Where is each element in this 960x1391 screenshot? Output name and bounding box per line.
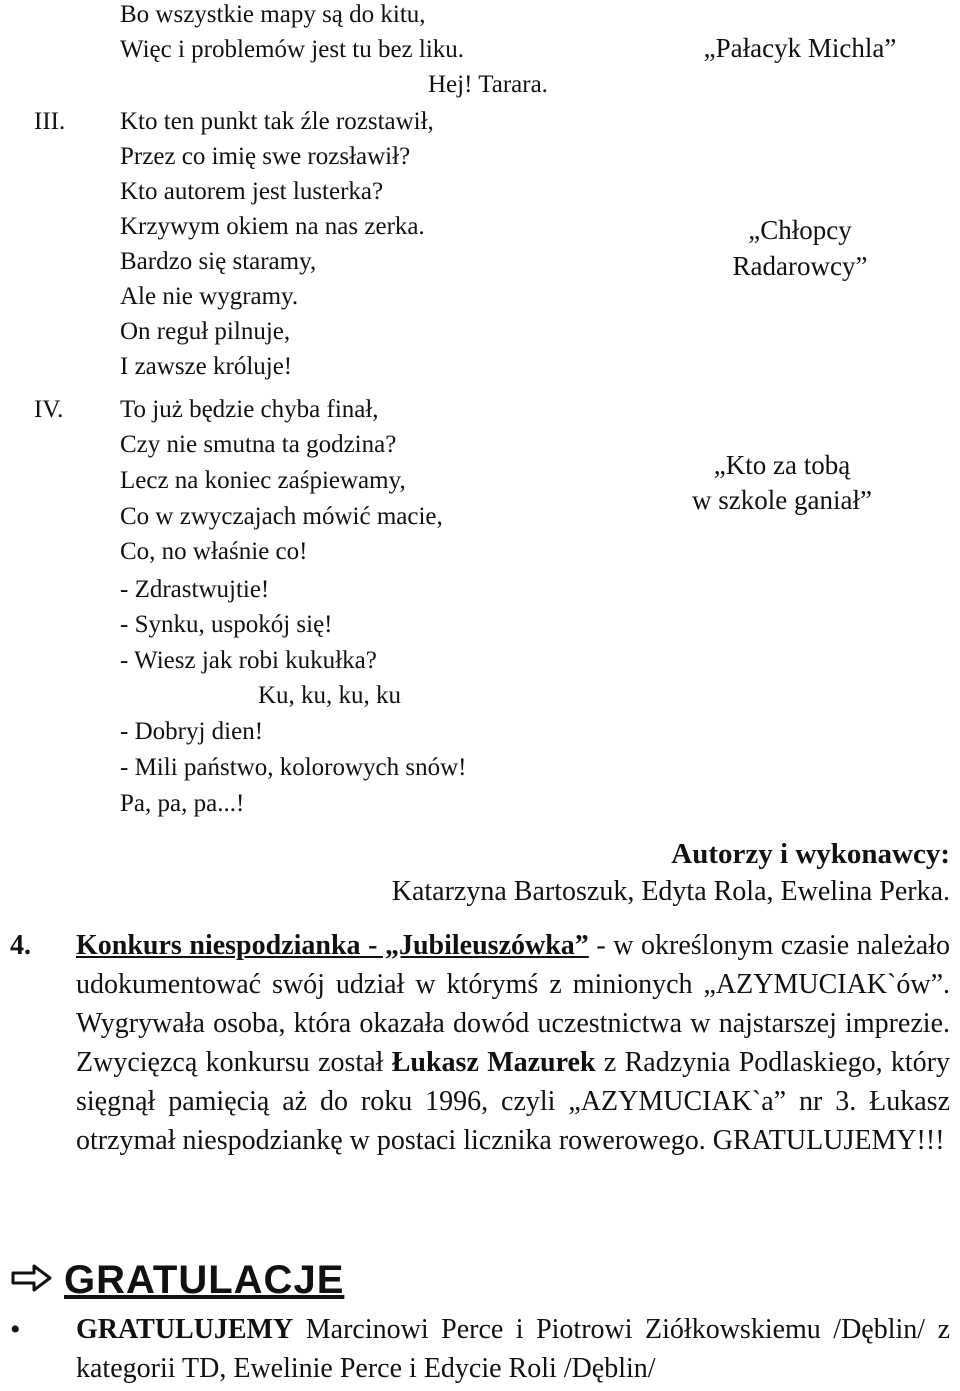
note-kto-line2: w szkole ganiał” [692, 485, 872, 515]
note-palacyk: „Pałacyk Michla” [703, 33, 897, 63]
gratulacje-item [10, 1310, 950, 1388]
gratulacje-heading [10, 1256, 344, 1303]
poem-line: Więc i problemów jest tu bez liku. [120, 36, 465, 63]
gratulacje-lead: GRATULUJEMY [76, 1314, 294, 1345]
poem-line: Pa, pa, pa...! [120, 790, 245, 817]
poem-line: - Synku, uspokój się! [120, 611, 333, 638]
item-body-1: - w określonym czasie należało udokumentować swój udział w którymś z minionych „AZYMUCIAK`ów”. Wygrywała osoba, która okazała dowód uczestnictwa w najstarszej imprezie. Zwycięzcą konkursu został [76, 930, 950, 1078]
note-chlopcy-line1: „Chłopcy [748, 215, 852, 245]
item-number: 4. [10, 930, 31, 961]
poem-line: Bo wszystkie mapy są do kitu, [120, 1, 426, 28]
verse-number: III. [34, 108, 66, 135]
poem-line: Ale nie wygramy. [120, 283, 299, 310]
poem-line: - Mili państwo, kolorowych snów! [120, 754, 467, 781]
poem-line: Co, no właśnie co! [120, 538, 308, 565]
item-4 [10, 926, 950, 1160]
poem-line: Hej! Tarara. [428, 71, 548, 98]
poem-line: - Dobryj dien! [120, 718, 264, 745]
bullet-icon: • [10, 1313, 21, 1346]
poem-line: Kto ten punkt tak źle rozstawił, [120, 108, 434, 135]
poem-line: Ku, ku, ku, ku [258, 682, 402, 709]
item-title: Konkurs niespodzianka - „Jubileuszówka” [76, 930, 589, 961]
arrow-right-icon [10, 1258, 54, 1303]
winner-name: Łukasz Mazurek [391, 1047, 596, 1078]
poem-line: Krzywym okiem na nas zerka. [120, 213, 425, 240]
poem-line: Bardzo się staramy, [120, 248, 317, 275]
poem-line: Przez co imię swe rozsławił? [120, 143, 411, 170]
poem-line: Lecz na koniec zaśpiewamy, [120, 467, 406, 494]
note-chlopcy-line2: Radarowcy” [732, 251, 868, 281]
poem-line: I zawsze króluje! [120, 353, 293, 380]
poem-line: - Wiesz jak robi kukułka? [120, 647, 377, 674]
poem-line: Kto autorem jest lusterka? [120, 178, 384, 205]
poem-line: - Zdrastwujtie! [120, 576, 270, 603]
note-kto-line1: „Kto za tobą [713, 450, 851, 480]
gratulacje-text [76, 1310, 950, 1388]
authors-heading: Autorzy i wykonawcy: [671, 838, 950, 870]
authors-names: Katarzyna Bartoszuk, Edyta Rola, Ewelina Perka. [391, 876, 950, 907]
item-body-2: z Radzynia Podlaskiego, który sięgnął pamięcią aż do roku 1996, czyli „AZYMUCIAK`a” nr 3. Łukasz otrzymał niespodziankę w postaci licznika rowerowego. GRATULUJEMY!!! [76, 1047, 950, 1156]
poem-line: To już będzie chyba finał, [120, 396, 379, 423]
poem-line: Czy nie smutna ta godzina? [120, 431, 397, 458]
poem-line: Co w zwyczajach mówić macie, [120, 503, 443, 530]
gratulacje-title: GRATULACJE [64, 1257, 345, 1302]
verse-number: IV. [34, 396, 64, 423]
item-text [76, 926, 950, 1160]
gratulacje-body: Marcinowi Perce i Piotrowi Ziółkowskiemu /Dęblin/ z kategorii TD, Ewelinie Perce i Edycie Roli /Dęblin/ [76, 1314, 950, 1384]
poem-line: On reguł pilnuje, [120, 318, 291, 345]
